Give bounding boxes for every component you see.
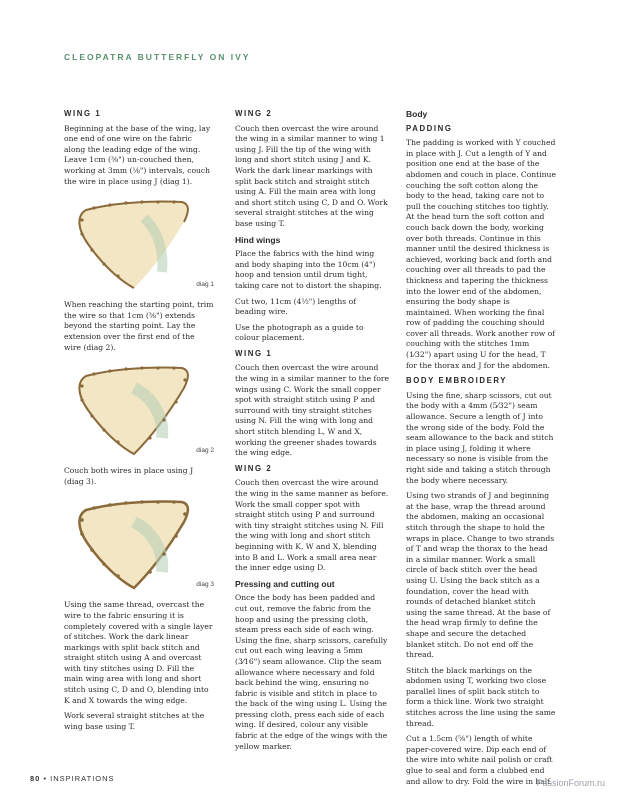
diagram-label: diag 2	[196, 446, 214, 454]
page-number: 80	[30, 774, 41, 783]
column-1	[64, 105, 214, 737]
paragraph: Cut a 1.5cm (⅝") length of white paper-covered wire. Dip each end of the wire into white nail polish or craft glue to seal and form a clubbed end and allow to dry. Fold the wire in half.	[406, 734, 553, 786]
magazine-name: INSPIRATIONS	[50, 774, 115, 783]
page-footer	[30, 774, 115, 783]
paragraph: Place the fabrics with the hind wing and body shaping into the 10cm (4") hoop and tension until drum tight, taking care not to distort the shaping.	[235, 249, 382, 290]
paragraph: Couch then overcast the wire around the wing in a similar manner to the fore wings using C. Work the small copper spot with straight stitch using P and surround with tiny straight stitches using N. Fill the wing with long and short stitch blending L, W and X, working the greener shades towards the wing edge.	[235, 363, 390, 458]
paragraph: Use the photograph as a guide to colour placement.	[235, 322, 364, 343]
paragraph: Work several straight stitches at the wing base using T.	[64, 711, 205, 731]
paragraph: The padding is worked with Y couched in place with J. Cut a length of Y and position one end at the base of the abdomen and couch in place. Continue couching the soft cotton along the body to the head, taking care not to pull the couching stitches too tightly. At the head turn the soft cotton and couch back down the body, working over both threads. Continue in this manner until the desired thickness is achieved, working back and forth and couching over all threads to pad the thickness and tapering the thickness into the lower end of the abdomen, ensuring the body shape is maintained. When working the final row of padding the couching should cover all threads. Work another row of couching with the stitches 1mm (1⁄32") apart using U for the head, T for the thorax and J for the abdomen.	[406, 138, 556, 370]
heading-hind-wing-1: WING 1	[235, 348, 273, 358]
running-header: CLEOPATRA BUTTERFLY ON IVY	[64, 52, 251, 62]
heading-wing-1: WING 1	[64, 109, 102, 118]
watermark: PassionForum.ru	[536, 778, 605, 788]
wing-outline-diagram-1-icon	[64, 192, 214, 294]
paragraph: Couch then overcast the wire around the wing in the same manner as before. Work the small copper spot with straight stitch using P and surround with tiny straight stitches using N. Fill the wing with long and short stitch beginning with K, W and X, blending into B and L. Work a small area near the inner edge using D.	[235, 478, 389, 573]
paragraph: Stitch the black markings on the abdomen using T, working two close parallel lines of split back stitch to form a thick line. Work two straight stitches across the line using the same thread.	[406, 665, 556, 728]
paragraph: Beginning at the base of the wing, lay one end of one wire on the fabric along the leading edge of the wing. Leave 1cm (⅜") un-couched then, working at 3mm (⅛") intervals, couch the wire in place using J (diag 1).	[64, 123, 211, 186]
heading-padding: PADDING	[406, 123, 453, 133]
diagram-3	[64, 492, 214, 594]
paragraph: Once the body has been padded and cut out, remove the fabric from the hoop and using the pressing cloth, steam press each side of each wing. Using the fine, sharp scissors, carefully cut out each wing leaving a 5mm (3⁄16") seam allowance. Clip the seam allowance where necessary and fold back behind the wing, ensuring no fabric is visible and stitch in place to the back of the wing using L. Using the pressing cloth, press each side of each wing. If desired, colour any visible fabric at the edge of the wings with the yellow marker.	[235, 593, 388, 751]
diagram-label: diag 3	[196, 580, 214, 588]
paragraph: Using the fine, sharp scissors, cut out the body with a 4mm (5⁄32") seam allowance. Secure a length of J into the wrong side of the body. Fold the seam allowance to the back and stitch in place using J, folding it where necessary so none is visible from the right side and taking a stitch through the body where necessary.	[406, 390, 554, 485]
paragraph: Using two strands of J and beginning at the base, wrap the thread around the abdomen, making an occasional stitch through the shape to hold the wraps in place. Change to two strands of T and wrap the thorax to the head in a similar manner. Work a small circle of back stitch over the head using U. Using the back stitch as a foundation, cover the head with rounds of detached blanket stitch using the same thread. At the base of the head wrap firmly to define the shape and secure the detached blanket stitch. Do not end off the thread.	[406, 491, 555, 660]
wing-outline-diagram-2-icon	[64, 358, 214, 460]
wing-outline-diagram-3-icon	[64, 492, 214, 594]
column-3	[406, 105, 556, 792]
heading-wing-2: WING 2	[235, 109, 273, 118]
diagram-label: diag 1	[196, 280, 214, 288]
paragraph: Couch then overcast the wire around the wing in a similar manner to wing 1 using J. Fill the tip of the wing with long and short stitch using J and K. Work the dark linear markings with split back stitch and straight stitch using A. Fill the main area with long and short stitch using C, D and O. Work several straight stitches at the wing base using T.	[235, 123, 388, 228]
heading-hind-wing-2: WING 2	[235, 463, 273, 473]
paragraph: When reaching the starting point, trim the wire so that 1cm (⅜") extends beyond the starting point. Lay the extension over the first end of the wire (diag 2).	[64, 300, 214, 352]
heading-body: Body	[406, 109, 428, 119]
column-2	[235, 105, 389, 757]
paragraph: Using the same thread, overcast the wire to the fabric ensuring it is completely covered with a single layer of stitches. Work the dark linear markings with split back stitch and straight stitch using A and overcast with tiny stitches using D. Fill the main wing area with long and short stitch using C, D and O, blending into K and X towards the wing edge.	[64, 600, 213, 705]
heading-hind-wings: Hind wings	[235, 234, 281, 245]
paragraph: Couch both wires in place using J (diag 3).	[64, 466, 194, 486]
paragraph: Cut two, 11cm (4½") lengths of beading wire.	[235, 296, 356, 317]
heading-body-embroidery: BODY EMBROIDERY	[406, 376, 508, 386]
diagram-2	[64, 358, 214, 460]
diagram-1	[64, 192, 214, 294]
footer-separator: •	[43, 774, 48, 783]
heading-pressing: Pressing and cutting out	[235, 578, 335, 589]
